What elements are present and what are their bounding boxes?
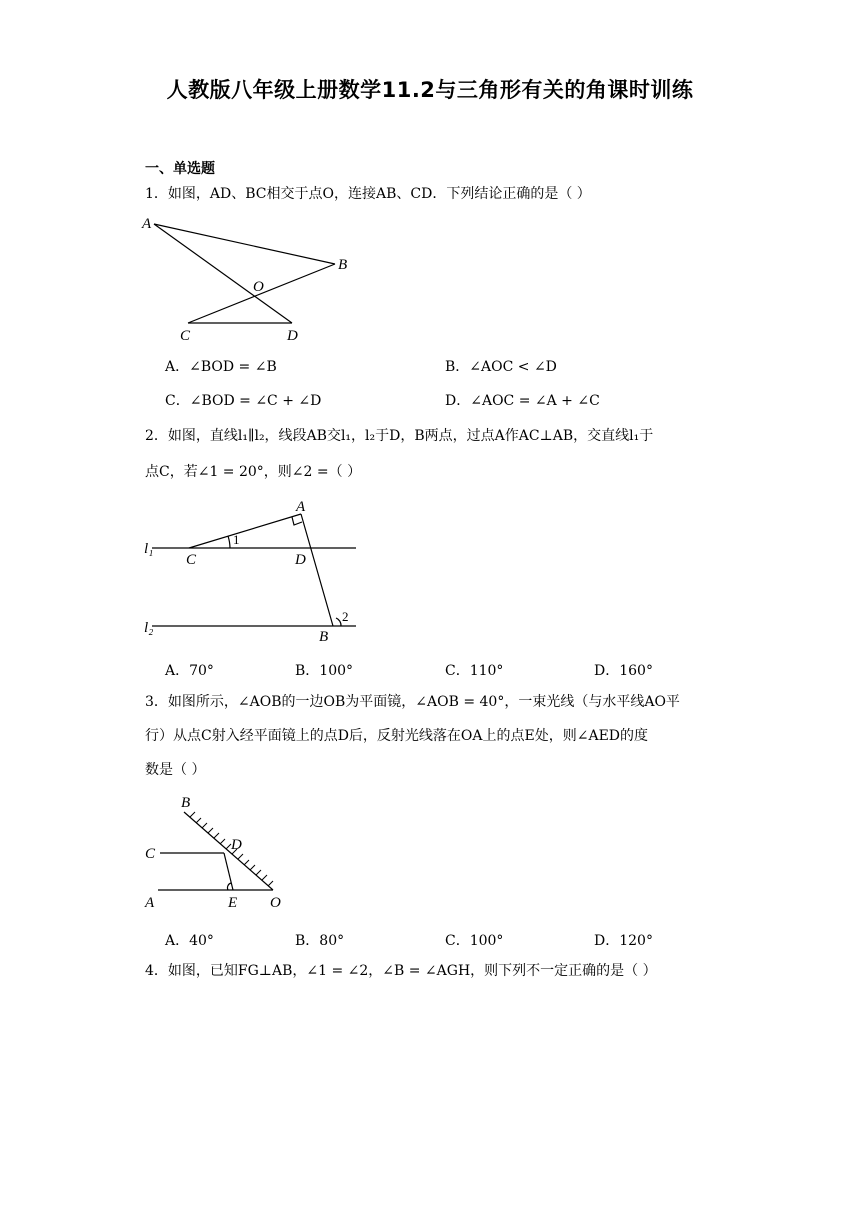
label-C: C	[186, 552, 197, 568]
label-B: B	[181, 795, 191, 811]
question-3-figure	[140, 792, 295, 914]
angle-E-arc	[227, 883, 231, 890]
q2-option-c: C．110°	[445, 663, 504, 679]
label-A: A	[296, 499, 306, 515]
label-l1: l₁	[144, 541, 154, 557]
label-E: E	[228, 895, 238, 911]
q1-option-c: C．∠BOD = ∠C + ∠D	[165, 393, 322, 409]
q1-option-a: A．∠BOD = ∠B	[165, 359, 277, 375]
question-3-stem-line1: 3．如图所示，∠AOB的一边OB为平面镜，∠AOB = 40°，一束光线（与水平线AO平	[145, 694, 680, 710]
right-angle-mark	[292, 517, 302, 525]
q1-option-d: D．∠AOC = ∠A + ∠C	[445, 393, 600, 409]
page-title: 人教版八年级上册数学11.2与三角形有关的角课时训练	[166, 78, 694, 102]
label-angle-1: 1	[233, 532, 240, 547]
question-1-stem: 1．如图，AD、BC相交于点O，连接AB、CD．下列结论正确的是（ ）	[145, 186, 591, 202]
question-3-stem-line2: 行）从点C射入经平面镜上的点D后，反射光线落在OA上的点E处，则∠AED的度	[145, 728, 649, 744]
label-D: D	[295, 552, 306, 568]
label-A: A	[145, 895, 155, 911]
label-B: B	[319, 629, 329, 645]
question-3-stem-line3: 数是（ ）	[145, 762, 206, 778]
label-D: D	[287, 328, 298, 344]
label-O: O	[253, 279, 264, 295]
q1-option-b: B．∠AOC < ∠D	[445, 359, 557, 375]
q3-option-c: C．100°	[445, 933, 504, 949]
label-C: C	[180, 328, 191, 344]
question-2-stem-line1: 2．如图，直线l₁∥l₂，线段AB交l₁，l₂于D，B两点，过点A作AC⊥AB，交直线l₁于	[145, 428, 654, 444]
segment-CA	[189, 514, 301, 548]
angle-1-arc	[228, 536, 230, 548]
label-l2: l₂	[144, 620, 154, 636]
label-B: B	[338, 257, 348, 273]
segment-AB	[301, 514, 333, 626]
angle-2-arc	[336, 618, 341, 626]
section-heading: 一、单选题	[145, 161, 215, 177]
label-D: D	[231, 837, 242, 853]
q2-option-b: B．100°	[295, 663, 354, 679]
q2-option-a: A．70°	[165, 663, 214, 679]
q2-option-d: D．160°	[594, 663, 653, 679]
question-2-figure	[138, 497, 363, 647]
mirror-OB	[184, 812, 273, 890]
label-C: C	[145, 846, 156, 862]
label-O: O	[270, 895, 281, 911]
question-1-figure	[140, 210, 370, 345]
q3-option-a: A．40°	[165, 933, 214, 949]
question-2-stem-line2: 点C，若∠1 = 20°，则∠2 =（ ）	[145, 464, 362, 480]
question-4-stem: 4．如图，已知FG⊥AB，∠1 = ∠2，∠B = ∠AGH，则下列不一定正确的是（ ）	[145, 963, 657, 979]
label-angle-2: 2	[342, 609, 349, 624]
q3-option-b: B．80°	[295, 933, 345, 949]
label-A: A	[142, 216, 152, 232]
q3-option-d: D．120°	[594, 933, 653, 949]
